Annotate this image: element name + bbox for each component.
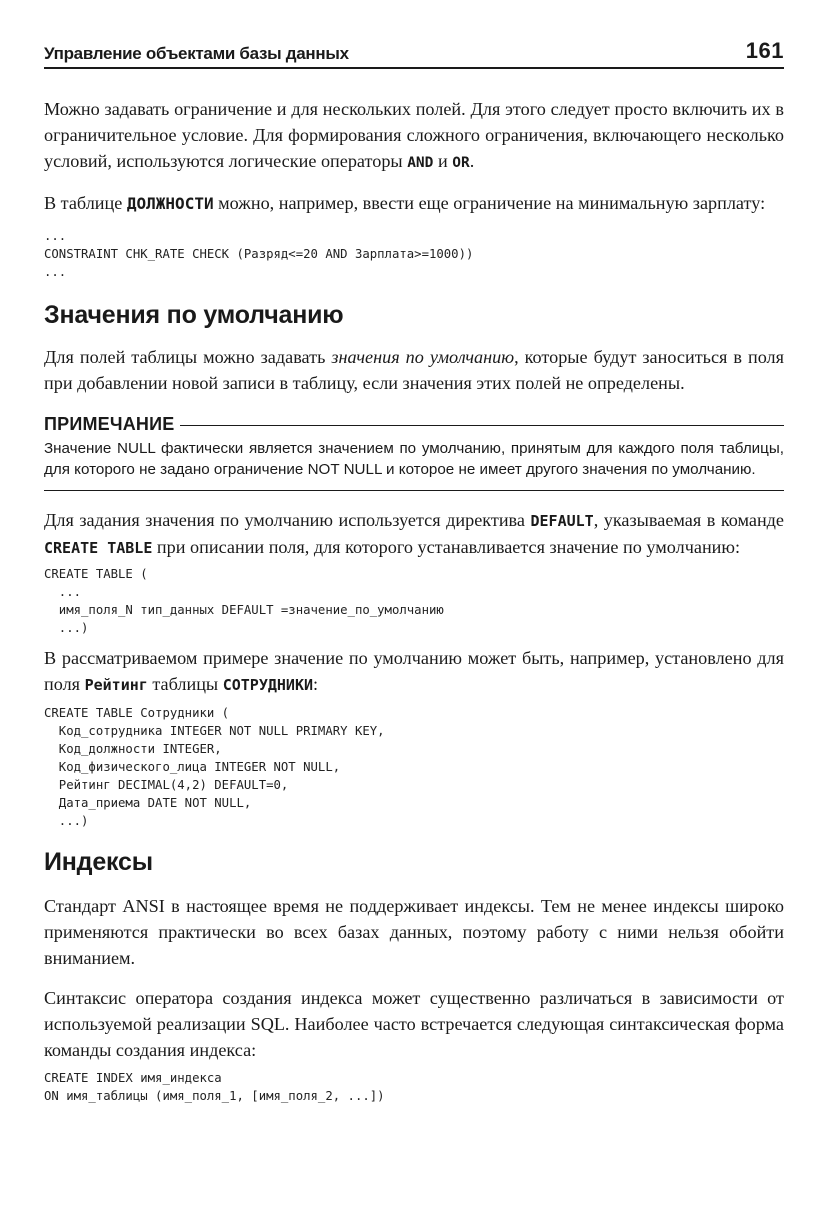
table-name-positions: ДОЛЖНОСТИ [126,194,214,213]
page-number: 161 [745,38,784,63]
section-heading-defaults: Значения по умолчанию [44,301,344,329]
note-bottom-rule [44,490,784,491]
paragraph-text: В таблице [44,193,127,213]
emphasis-default-values: значения по умолчанию [331,347,515,367]
note-top-rule [180,425,784,426]
note-text: Значение NULL фактически является значением по умолчанию, принятым для каждого поля таблицы, для которого не задано ограничение NOT NULL и которое не имеет другого значения по умолчанию. [44,440,784,478]
paragraph-text: Для полей таблицы можно задавать [44,347,332,367]
paragraph-defaults-intro [44,344,784,396]
code-create-index: CREATE INDEX имя_индекса ON имя_таблицы (имя_поля_1, [имя_поля_2, ...]) [44,1071,385,1103]
note-box [44,414,784,491]
code-employees-table: CREATE TABLE Сотрудники ( Код_сотрудника INTEGER NOT NULL PRIMARY KEY, Код_должности INTEGER, Код_физического_лица INTEGER NOT NULL, Рейтинг DECIMAL(4,2) DEFAULT=0, Дата_приема DATE NOT NULL, ...) [44,706,385,828]
note-title: ПРИМЕЧАНИЕ [44,414,175,434]
running-title: Управление объектами базы данных [44,44,349,63]
book-page [44,38,784,1105]
paragraph-text: , указываемая в команде [593,510,785,530]
paragraph-text: можно, например, ввести еще ограничение на минимальную зарплату: [213,193,766,213]
conjunction: и [433,151,453,171]
paragraph-positions-table [44,190,784,217]
code-constraint-example: ... CONSTRAINT CHK_RATE CHECK (Разряд<=20 AND Зарплата>=1000)) ... [44,229,474,279]
paragraph-text: : [313,674,319,694]
paragraph-text: , которые будут заноситься в поля при добавлении новой записи в таблицу, если значения этих полей не определены. [44,347,784,393]
paragraph-default-directive [44,507,784,561]
field-name-rating: Рейтинг [84,676,148,694]
running-header [44,38,784,69]
table-name-employees: СОТРУДНИКИ [222,676,314,694]
paragraph-multi-field-constraint [44,96,784,176]
paragraph-text: при описании поля, для которого устанавливается значение по умолчанию: [152,537,741,557]
keyword-and: AND [407,155,434,171]
paragraph-text: Можно задавать ограничение и для нескольких полей. Для этого следует просто включить их в ограничительное условие. Для формирования сложного ограничения, включающего несколько условий, используются логические операторы [44,99,784,171]
keyword-or: OR [452,155,470,171]
keyword-create-table: CREATE TABLE [44,539,153,557]
code-default-syntax: CREATE TABLE ( ... имя_поля_N тип_данных DEFAULT =значение_по_умолчанию ...) [44,567,444,635]
keyword-default: DEFAULT [530,512,594,530]
period: . [469,151,475,171]
paragraph-index-syntax: Синтаксис оператора создания индекса может существенно различаться в зависимости от используемой реализации SQL. Наиболее часто встречается следующая синтаксическая форма команды создания индекса: [44,988,784,1060]
section-heading-indexes: Индексы [44,848,153,876]
note-header [44,414,784,435]
paragraph-ansi-indexes: Стандарт ANSI в настоящее время не поддерживает индексы. Тем не менее индексы широко применяются практически во всех базах данных, поэтому работу с ними нельзя обойти вниманием. [44,896,784,968]
paragraph-text: Для задания значения по умолчанию используется директива [44,510,531,530]
paragraph-text: В рассматриваемом примере значение по умолчанию может быть, например, установлено для поля [44,648,784,694]
paragraph-text: таблицы [147,674,223,694]
paragraph-rating-example [44,645,784,698]
